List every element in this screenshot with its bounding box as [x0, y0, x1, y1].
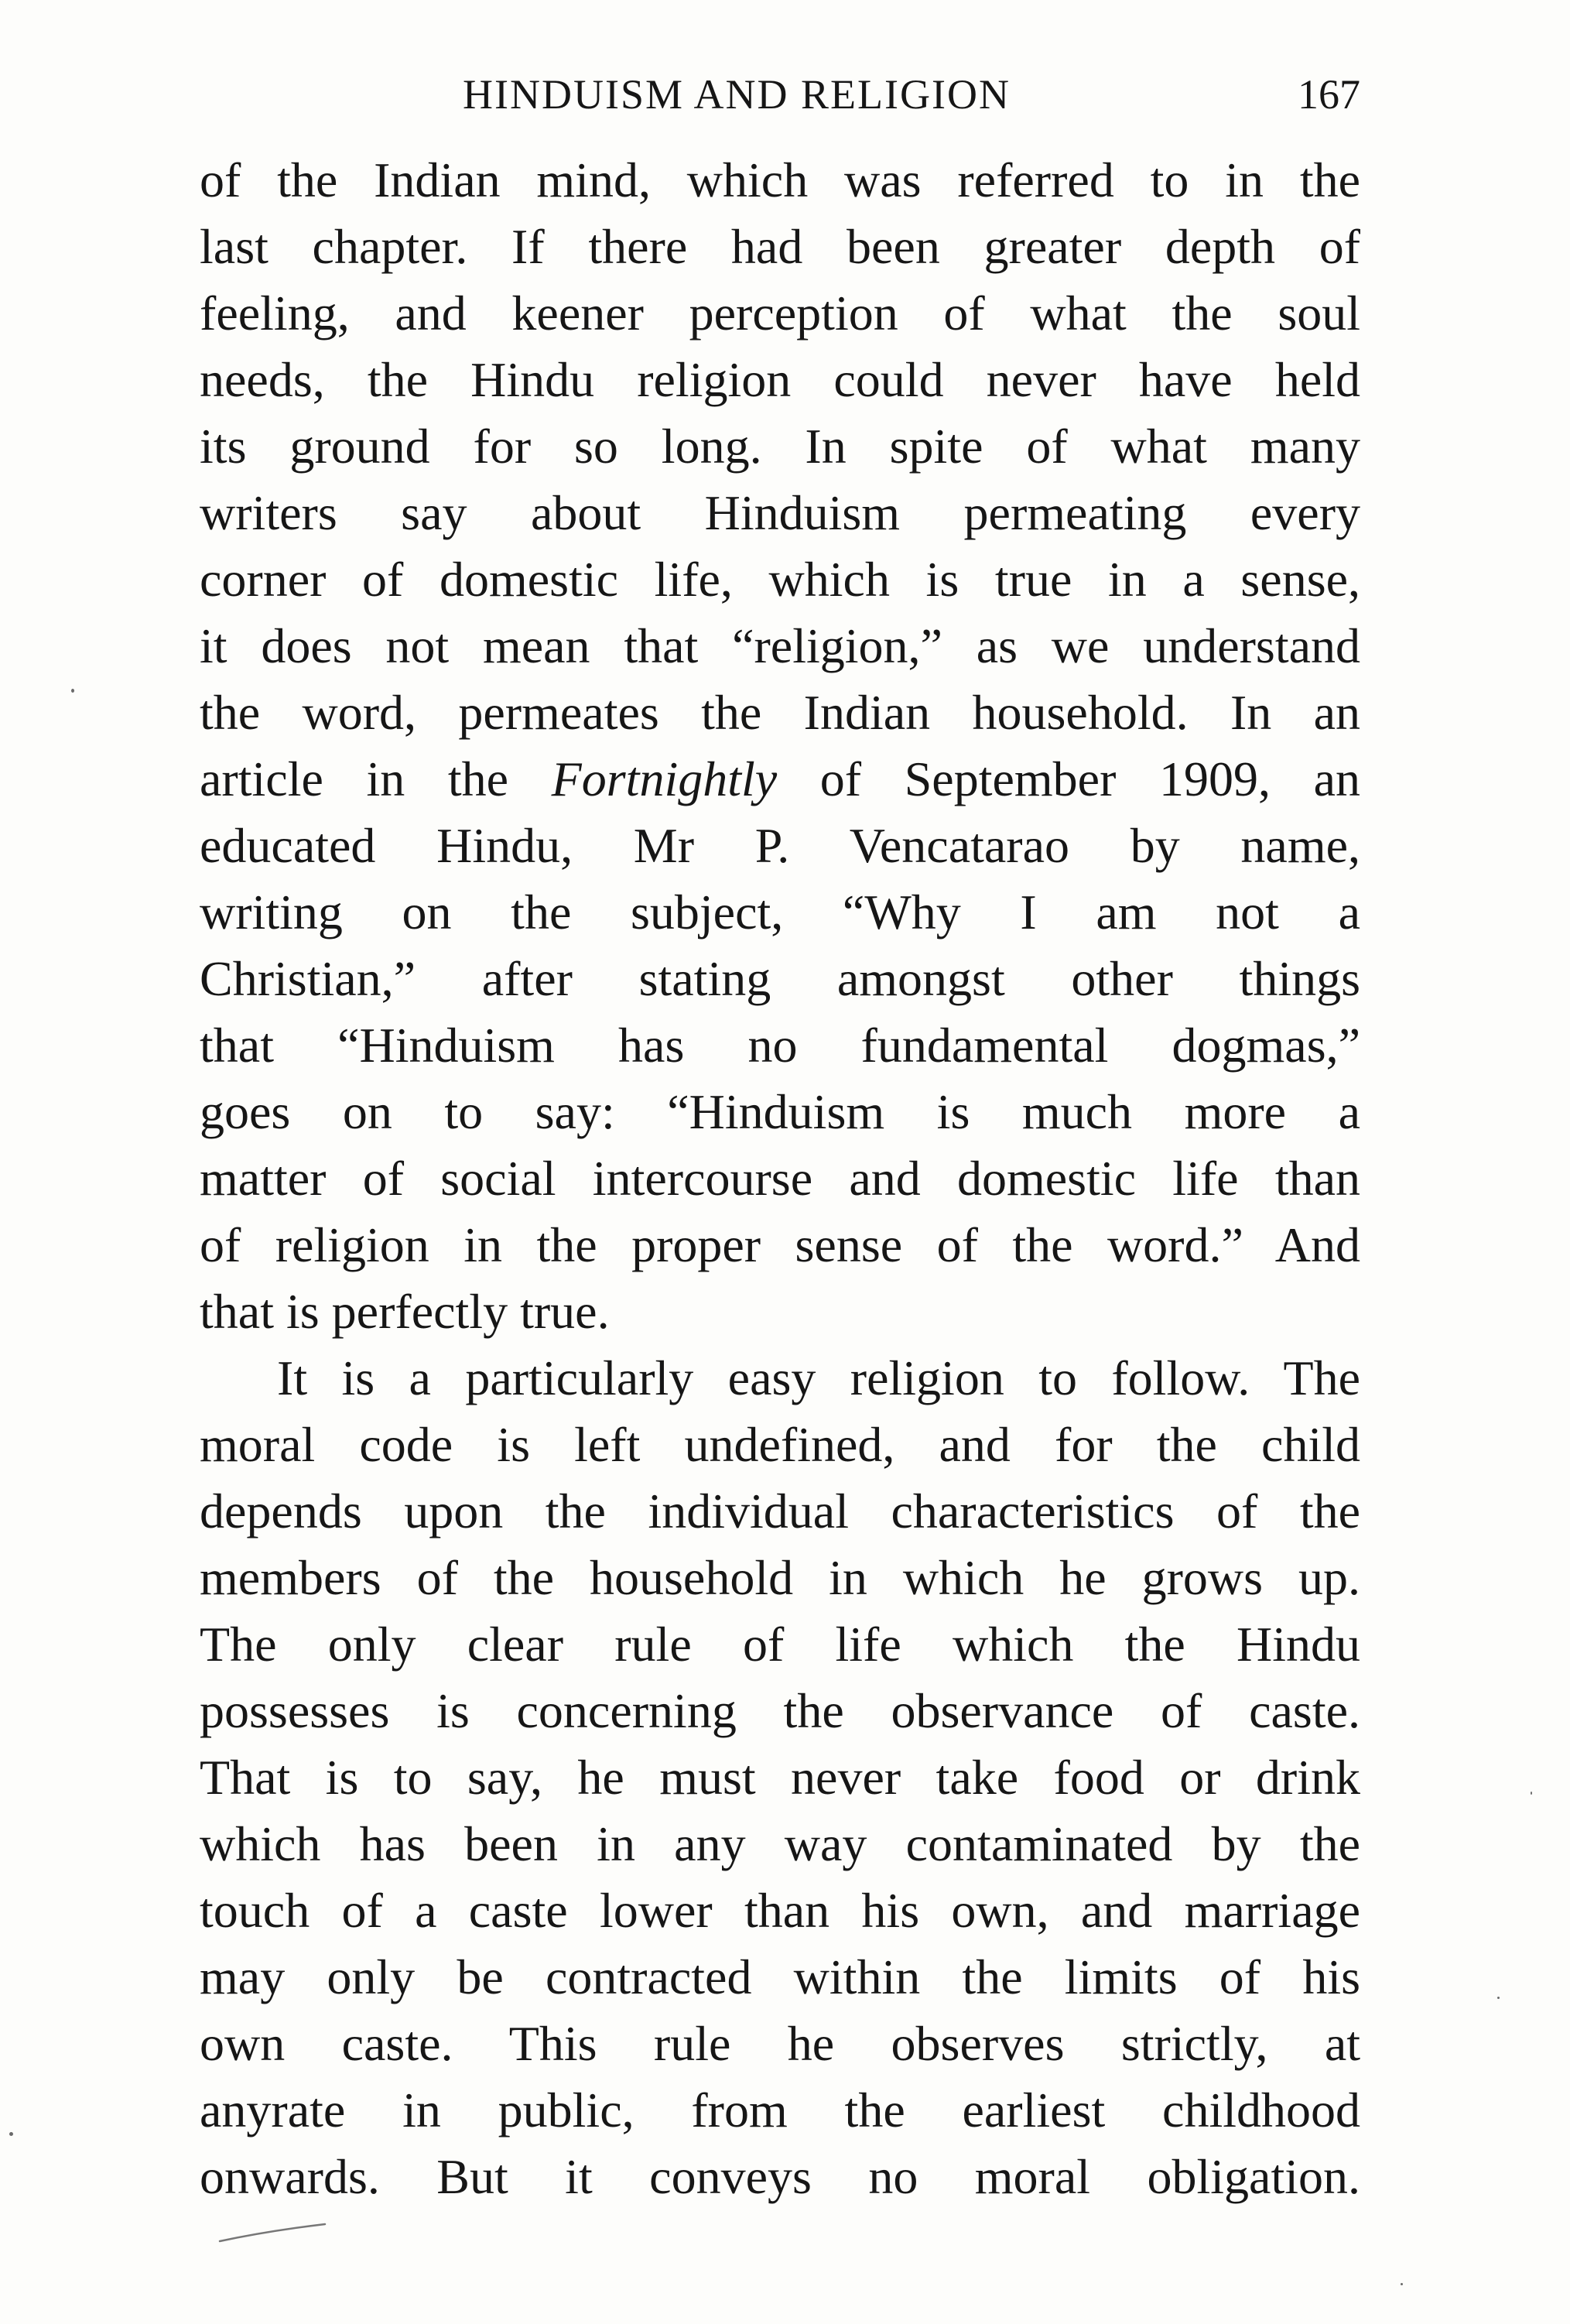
text-line: That is to say, he must never take food or drink: [200, 1750, 1360, 1805]
text-line: educated Hindu, Mr P. Vencatarao by name,: [200, 818, 1360, 873]
text-line: writers say about Hinduism permeating every: [200, 485, 1360, 540]
text-line: that “Hinduism has no fundamental dogmas,”: [200, 1018, 1360, 1073]
speck-mark: [1531, 1792, 1532, 1795]
text-segment: article in the: [200, 751, 552, 806]
text-line: possesses is concerning the observance of caste.: [200, 1683, 1360, 1738]
text-line: Christian,” after stating amongst other things: [200, 951, 1360, 1006]
text-line: matter of social intercourse and domestic life than: [200, 1151, 1360, 1206]
speck-mark: [9, 2132, 13, 2136]
page-number: 167: [1298, 71, 1360, 118]
text-line: members of the household in which he grows up.: [200, 1550, 1360, 1605]
text-line: moral code is left undefined, and for the child: [200, 1417, 1360, 1472]
text-line: last chapter. If there had been greater depth of: [200, 219, 1360, 274]
text-segment: of September 1909, an: [777, 751, 1360, 806]
text-line: corner of domestic life, which is true in a sense,: [200, 552, 1360, 607]
text-line: onwards. But it conveys no moral obligation.: [200, 2149, 1360, 2204]
text-line: of religion in the proper sense of the word.” And: [200, 1217, 1360, 1272]
running-head-title: HINDUISM AND RELIGION: [463, 71, 1011, 118]
text-line: It is a particularly easy religion to follow. The: [277, 1350, 1360, 1405]
text-line: which has been in any way contaminated by the: [200, 1816, 1360, 1871]
speck-mark: [71, 689, 74, 693]
text-line-with-italic: [200, 746, 1360, 813]
speck-mark: [1401, 2283, 1403, 2285]
body-text: [200, 147, 1360, 2210]
running-head: [200, 63, 1360, 125]
periodical-title: Fortnightly: [551, 751, 778, 806]
paragraph-2: [200, 1345, 1360, 2210]
text-line: of the Indian mind, which was referred to in the: [200, 152, 1360, 207]
text-line: needs, the Hindu religion could never have held: [200, 352, 1360, 407]
text-line: writing on the subject, “Why I am not a: [200, 885, 1360, 940]
text-line: The only clear rule of life which the Hindu: [200, 1617, 1360, 1672]
text-line: feeling, and keener perception of what the soul: [200, 286, 1360, 341]
text-line: anyrate in public, from the earliest childhood: [200, 2083, 1360, 2137]
text-line: the word, permeates the Indian household. In an: [200, 685, 1360, 740]
text-line: may only be contracted within the limits of his: [200, 1949, 1360, 2004]
text-line: goes on to say: “Hinduism is much more a: [200, 1084, 1360, 1139]
pencil-stroke-mark: [218, 2221, 327, 2244]
text-line: that is perfectly true.: [200, 1284, 610, 1339]
paragraph-1: [200, 147, 1360, 1345]
text-line: own caste. This rule he observes strictly, at: [200, 2016, 1360, 2071]
text-line: touch of a caste lower than his own, and marriage: [200, 1883, 1360, 1938]
text-line: depends upon the individual characteristics of the: [200, 1484, 1360, 1538]
text-line: its ground for so long. In spite of what many: [200, 419, 1360, 474]
text-line: it does not mean that “religion,” as we understand: [200, 618, 1360, 673]
speck-mark: [1497, 1997, 1500, 1999]
